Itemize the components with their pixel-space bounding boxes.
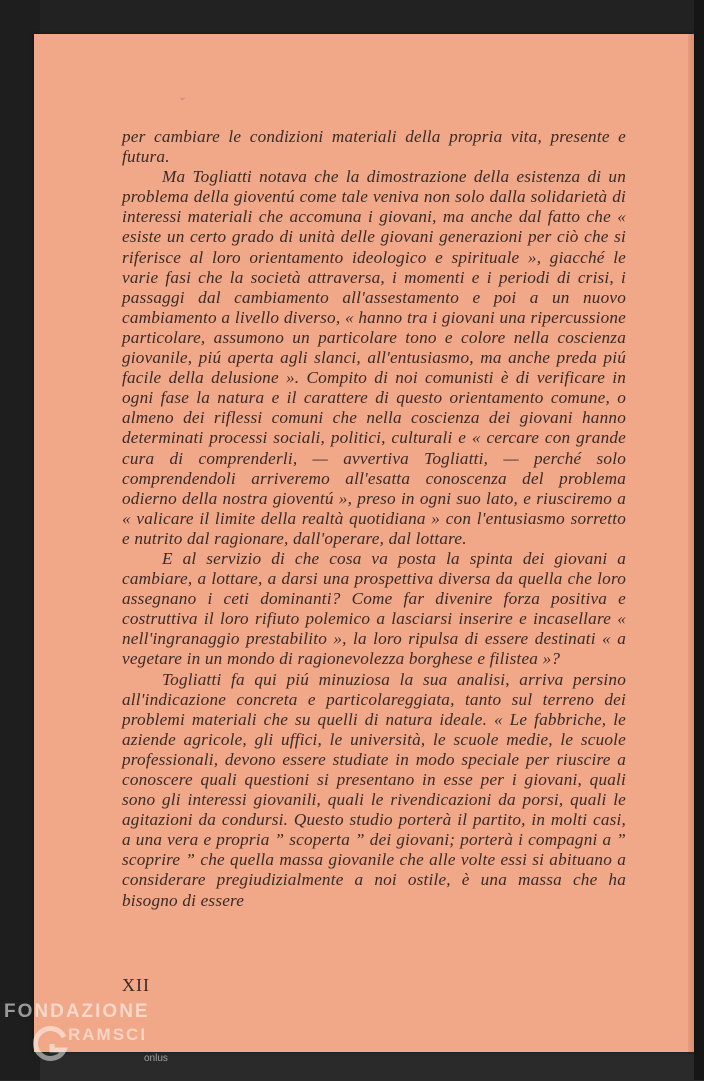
watermark-subtitle: RAMSCI (68, 1025, 148, 1044)
scan-background-top (0, 0, 704, 34)
gramsci-logo-icon (30, 1023, 70, 1063)
paragraph: Ma Togliatti notava che la dimostrazione della esistenza di un problema della gioventú come tale veniva non solo dalla solidarietà di interessi materiali che accomuna i giovani, ma anche dal fatto che « esiste un certo grado di unità delle giovani generazioni per ciò che si riferisce al loro orientamento ideologico e spirituale », giacché le varie fasi che la società attraversa, i momenti e i periodi di crisi, i passaggi dal cambiamento all'assestamento e poi a un nuovo cambiamento a livello diverso, « hanno tra i giovani una ripercussione particolare, assumono un particolare tono e colore nella coscienza giovanile, piú aperta agli slanci, all'entusiasmo, ma anche preda piú facile della delusione ». Compito di noi comunisti è di verificare in ogni fase la natura e il carattere di questo orientamento comune, o almeno dei riflessi comuni che nella coscienza dei giovani hanno determinati processi sociali, politici, culturali e « cercare con grande cura di comprenderli, — avvertiva Togliatti, — perché solo comprendendoli arriveremo all'esatta conoscenza del problema odierno della nostra gioventú », preso in ogni suo lato, e riusciremo a « valicare il limite della realtà quotidiana » con l'entusiasmo sorretto e nutrito dal ragionare, dall'operare, dal lottare. (122, 167, 626, 548)
page-edge-shadow (688, 34, 694, 1052)
paragraph: Togliatti fa qui piú minuziosa la sua analisi, arriva persino all'indicazione concreta e particolareggiata, tanto sul terreno dei problemi materiali che su quelli di natura ideale. « Le fabbriche, le aziende agricole, gli uffici, le università, le scuole medie, le scuole professionali, devono essere studiate in modo speciale per riuscire a conoscere quali questioni si presentano in esse per i giovani, quali sono gli interessi giovanili, quali le rivendicazioni da porsi, quali le agitazioni da condursi. Questo studio porterà il partito, in molti casi, a una vera e propria ” scoperta ” dei giovani; porterà i compagni a ” scoprire ” che quella massa giovanile che alle volte essi si abituano a considerare pregiudizialmente a noi ostile, è una massa che ha bisogno di essere (122, 669, 626, 910)
watermark-onlus: onlus (144, 1053, 168, 1064)
watermark-title: FONDAZIONE (4, 1001, 150, 1022)
scan-background-right (694, 0, 704, 1080)
paragraph: E al servizio di che cosa va posta la spinta dei giovani a cambiare, a lottare, a darsi una prospettiva diversa da quella che loro assegnano i ceti dominanti? Come far divenire forza positiva e costruttiva il loro rifiuto polemico a lasciarsi inserire e incasellare « nell'ingranaggio prestabilito », la loro ripulsa di essere destinati « a vegetare in un mondo di ragionevolezza borghese e filistea »? (122, 548, 626, 669)
paragraph: per cambiare le condizioni materiali della propria vita, presente e futura. (122, 127, 626, 167)
page-number: XII (122, 975, 150, 995)
page-body-text (122, 127, 626, 911)
pencil-mark-icon: ⌄ (178, 92, 187, 103)
book-page (34, 34, 694, 1052)
fondazione-gramsci-watermark (4, 1001, 204, 1081)
